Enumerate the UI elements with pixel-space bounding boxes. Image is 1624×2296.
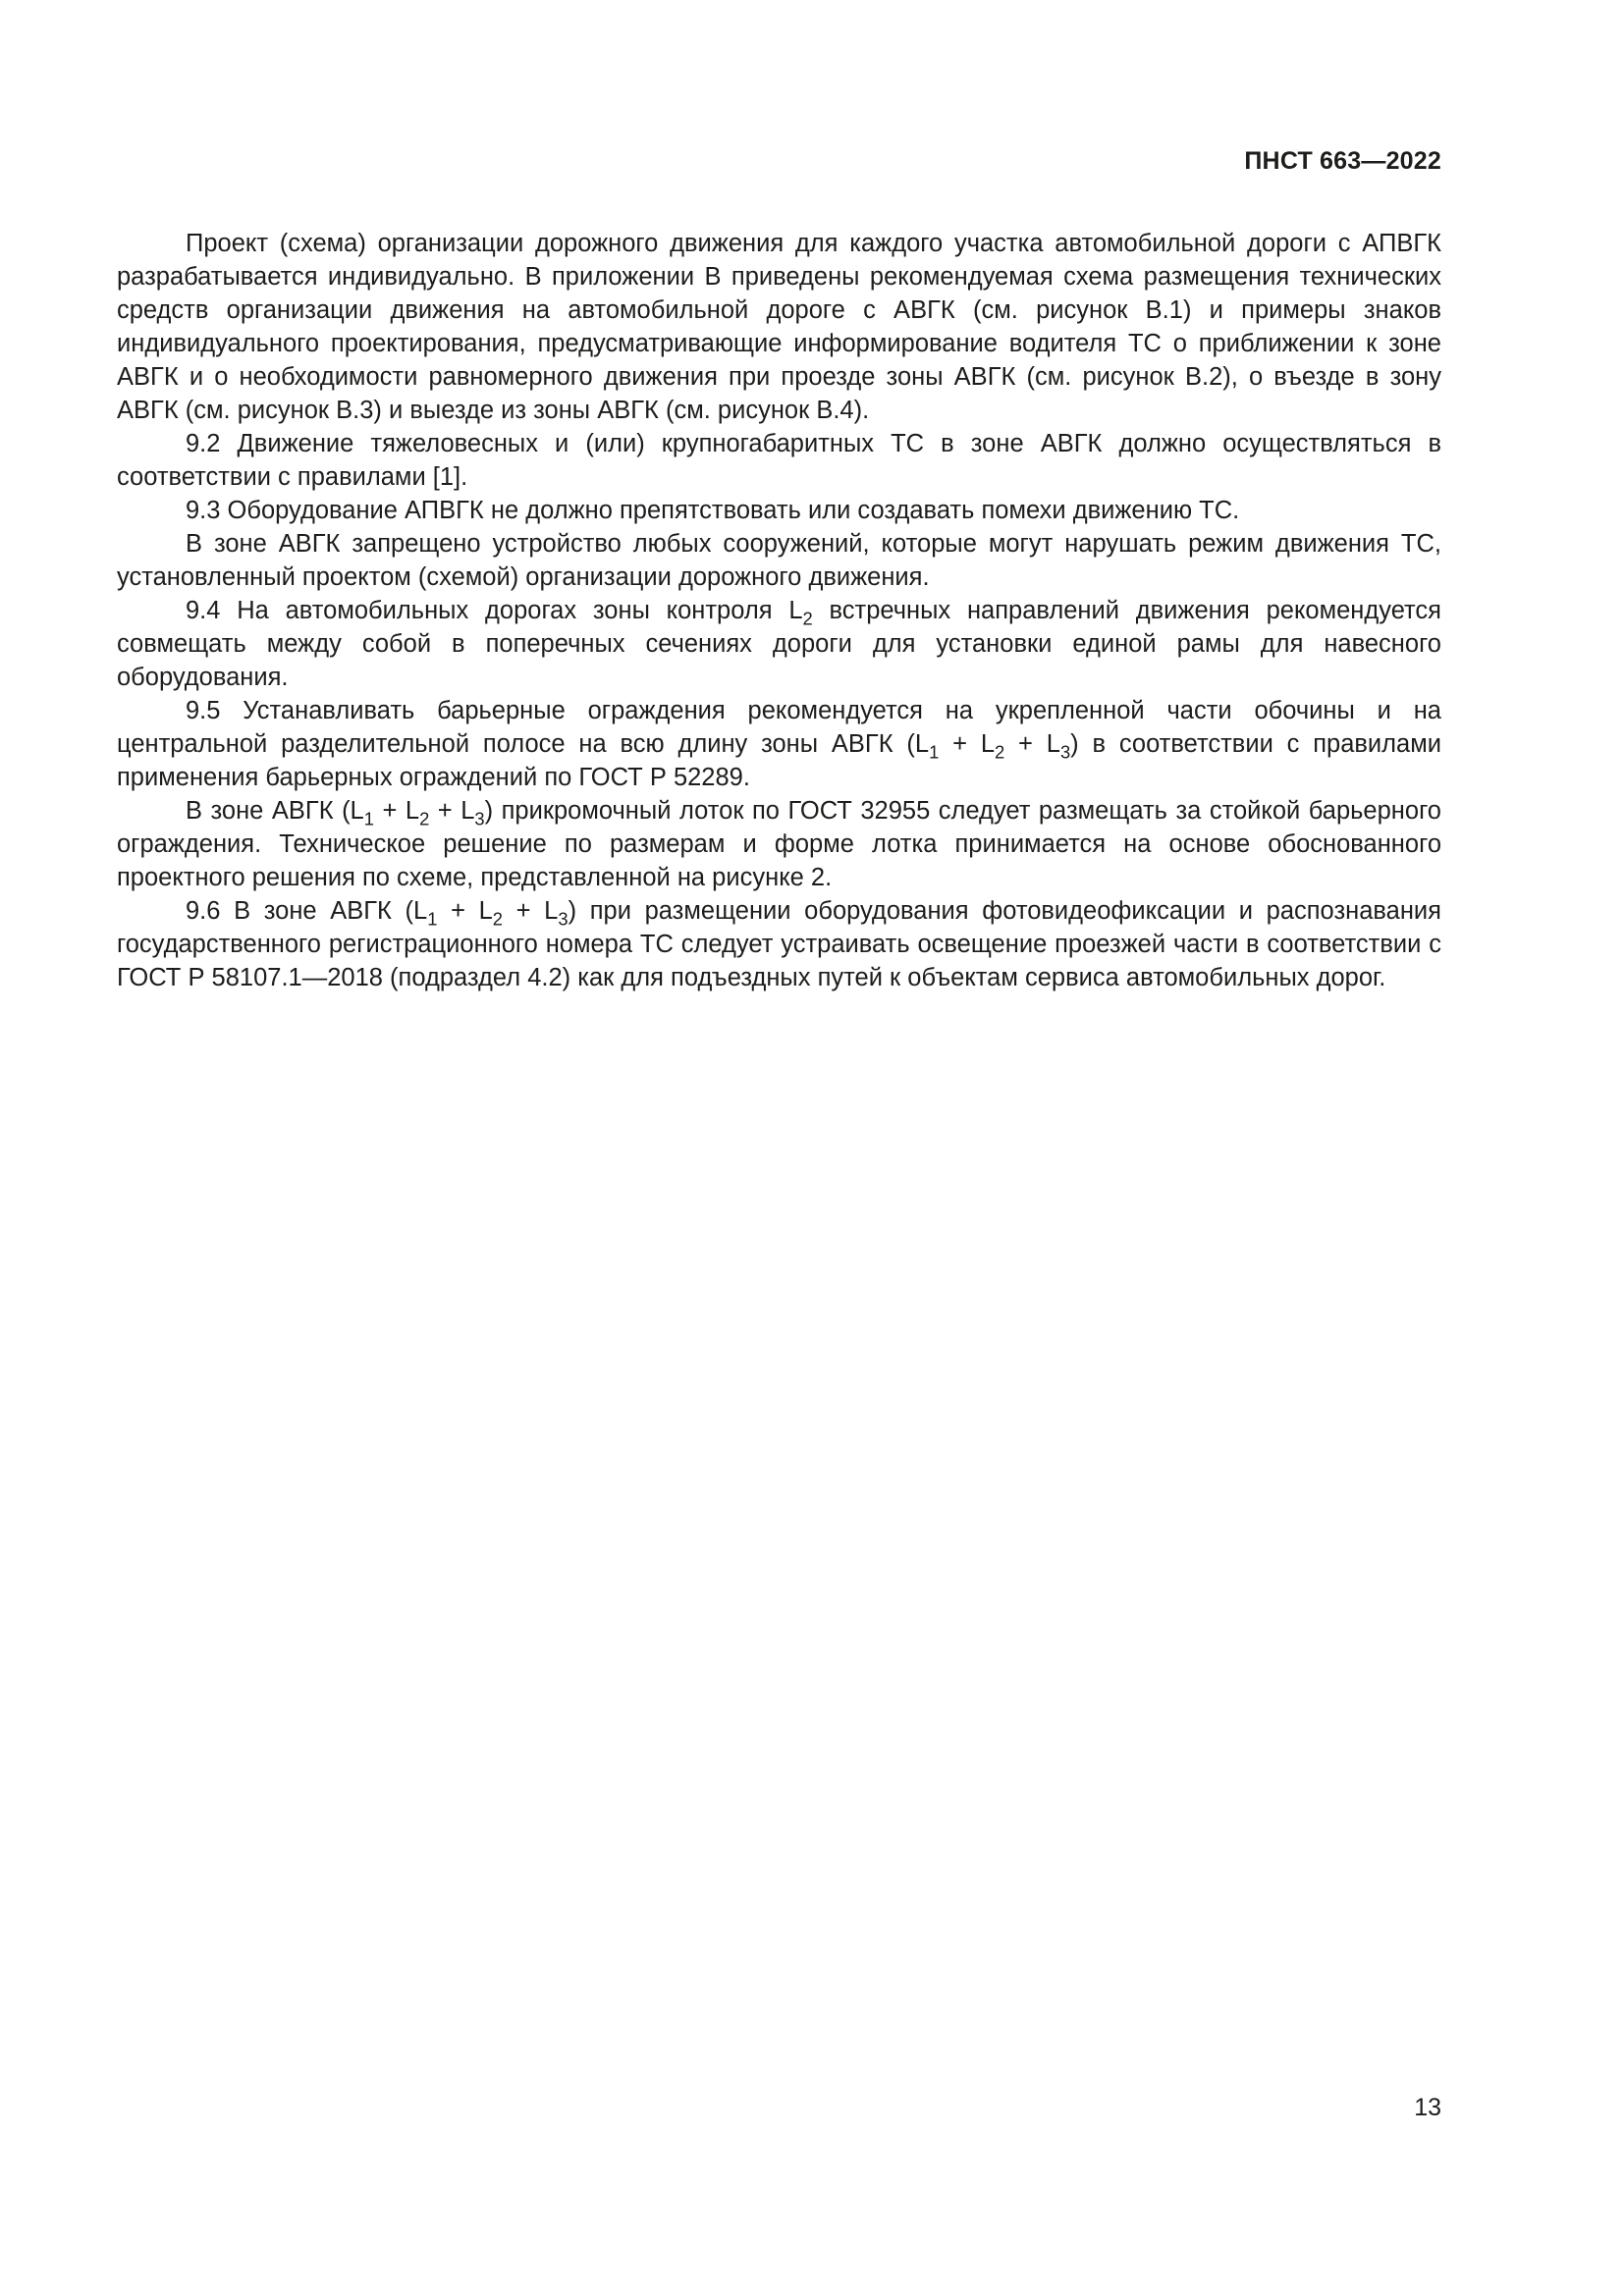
- paragraph-zone-restrictions: В зоне АВГК запрещено устройство любых сооружений, которые могут нарушать режим движения ТС, установленный проектом (схемой) организации дорожного движения.: [117, 530, 1441, 591]
- document-code-header: ПНСТ 663—2022: [1244, 147, 1441, 175]
- paragraph-project-scheme: Проект (схема) организации дорожного движения для каждого участка автомобильной дороги с АПВГК разрабатывается индивидуально. В приложении В приведены рекомендуемая схема размещения технических средств организации движения на автомобильной дороге с АВГК (см. рисунок В.1) и примеры знаков индивидуального проектирования, предусматривающие информирование водителя ТС о приближении к зоне АВГК и о необходимости равномерного движения при проезде зоны АВГК (см. рисунок В.2), о въезде в зону АВГК (см. рисунок В.3) и выезде из зоны АВГК (см. рисунок В.4).: [117, 230, 1441, 424]
- paragraph-9-3: 9.3 Оборудование АПВГК не должно препятствовать или создавать помехи движению ТС.: [186, 497, 1240, 524]
- document-body: [117, 227, 1441, 994]
- paragraph-9-5: 9.5 Устанавливать барьерные ограждения рекомендуется на укрепленной части обочины и на центральной разделительной полосе на всю длину зоны АВГК $(L_1 + L_2 + L_3)$ в соответствии с правилами применения барьерных ограждений по ГОСТ Р 52289.: [117, 697, 1442, 791]
- page-number: 13: [1414, 2094, 1441, 2121]
- paragraph-drainage-tray: В зоне АВГК $(L_1 + L_2 + L_3)$ прикромочный лоток по ГОСТ 32955 следует размещать за стойкой барьерного ограждения. Техническое решение по размерам и форме лотка принимается на основе обоснованного проектного решения по схеме, представленной на рисунке 2.: [117, 797, 1441, 891]
- paragraph-9-6: 9.6 В зоне АВГК $(L_1 + L_2 + L_3)$ при размещении оборудования фотовидеофиксации и распознавания государственного регистрационного номера ТС следует устраивать освещение проезжей части в соответствии с ГОСТ Р 58107.1—2018 (подраздел 4.2) как для подъездных путей к объектам сервиса автомобильных дорог.: [117, 897, 1441, 991]
- paragraph-9-4: 9.4 На автомобильных дорогах зоны контроля $L_2$ встречных направлений движения рекомендуется совмещать между собой в поперечных сечениях дороги для установки единой рамы для навесного оборудования.: [117, 597, 1441, 691]
- paragraph-9-2: 9.2 Движение тяжеловесных и (или) крупногабаритных ТС в зоне АВГК должно осуществляться в соответствии с правилами [1].: [117, 430, 1441, 491]
